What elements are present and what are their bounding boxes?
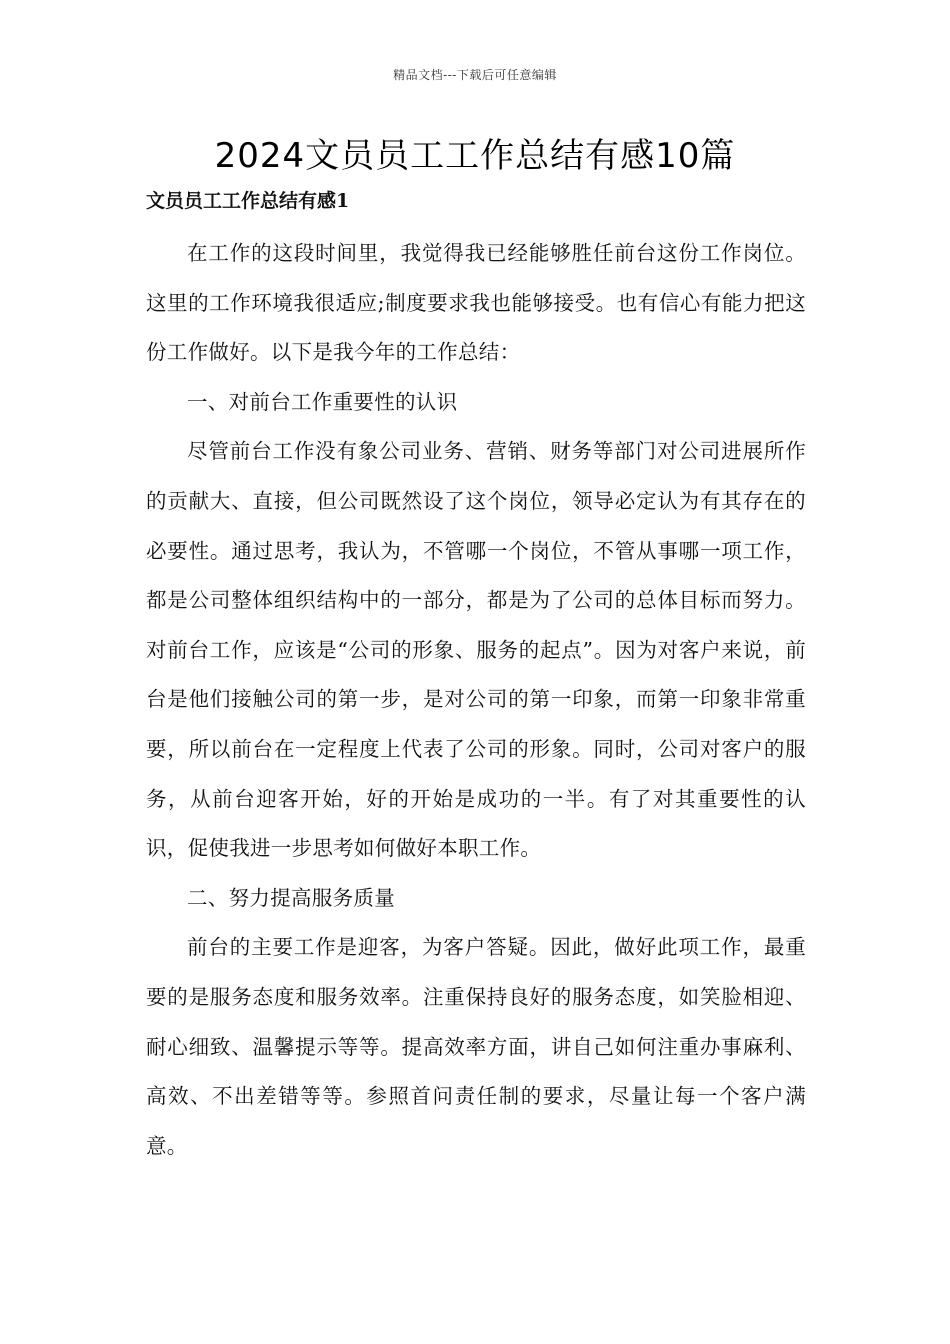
subheading-service-quality: 二、努力提高服务质量 [187,885,395,910]
paragraph-importance: 尽管前台工作没有象公司业务、营销、财务等部门对公司进展所作的贡献大、直接，但公司既然设了这个岗位，领导必定认为有其存在的必要性。通过思考，我认为，不管哪一个岗位，不管从事哪一项工作，都是公司整体组织结构中的一部分，都是为了公司的总体目标而努力。对前台工作，应该是“公司的形象、服务的起点”。因为对客户来说，前台是他们接触公司的第一步，是对公司的第一印象，而第一印象非常重要，所以前台在一定程度上代表了公司的形象。同时，公司对客户的服务，从前台迎客开始，好的开始是成功的一半。有了对其重要性的认识，促使我进一步思考如何做好本职工作。 [146,439,806,861]
section-heading: 文员员工工作总结有感1 [146,190,350,212]
document-title: 2024文员员工工作总结有感10篇 [214,136,736,176]
paragraph-service-quality: 前台的主要工作是迎客，为客户答疑。因此，做好此项工作，最重要的是服务态度和服务效率。注重保持良好的服务态度，如笑脸相迎、耐心细致、温馨提示等等。提高效率方面，讲自己如何注重办事麻利、高效、不出差错等等。参照首问责任制的要求，尽量让每一个客户满意。 [146,935,806,1158]
header-note: 精品文档---下载后可任意编辑 [393,68,557,82]
subheading-importance: 一、对前台工作重要性的认识 [187,389,458,414]
document-body [146,229,806,1171]
paragraph-intro: 在工作的这段时间里，我觉得我已经能够胜任前台这份工作岗位。这里的工作环境我很适应;制度要求我也能够接受。也有信心有能力把这份工作做好。以下是我今年的工作总结： [146,241,806,365]
